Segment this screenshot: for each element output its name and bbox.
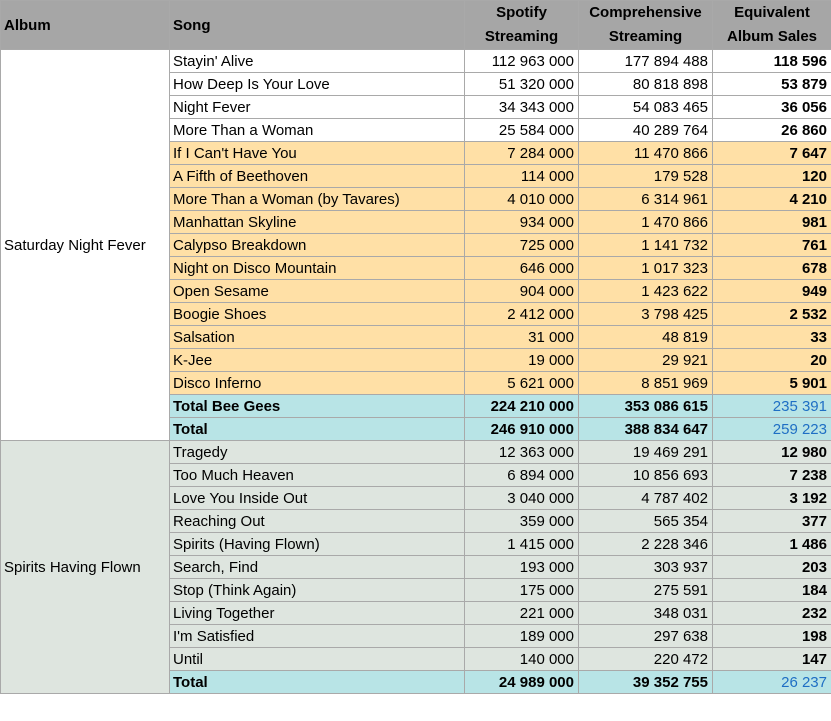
comprehensive-cell: 353 086 615 (579, 395, 713, 418)
comprehensive-cell: 565 354 (579, 510, 713, 533)
song-cell: If I Can't Have You (170, 142, 465, 165)
spotify-header-line2: Streaming (484, 28, 559, 45)
eas-cell: 53 879 (713, 73, 831, 96)
eas-cell: 33 (713, 326, 831, 349)
comprehensive-header-line2: Streaming (608, 28, 683, 45)
eas-cell: 198 (713, 625, 831, 648)
spotify-cell: 12 363 000 (465, 441, 579, 464)
spotify-cell: 934 000 (465, 211, 579, 234)
comprehensive-cell: 3 798 425 (579, 303, 713, 326)
spotify-cell: 6 894 000 (465, 464, 579, 487)
song-cell: Stop (Think Again) (170, 579, 465, 602)
comprehensive-cell: 388 834 647 (579, 418, 713, 441)
comprehensive-cell: 297 638 (579, 625, 713, 648)
eas-cell: 4 210 (713, 188, 831, 211)
spotify-header (465, 1, 579, 50)
song-cell: Boogie Shoes (170, 303, 465, 326)
song-cell: Spirits (Having Flown) (170, 533, 465, 556)
spotify-cell: 725 000 (465, 234, 579, 257)
comprehensive-cell: 177 894 488 (579, 50, 713, 73)
eas-cell: 7 238 (713, 464, 831, 487)
comprehensive-cell: 29 921 (579, 349, 713, 372)
eas-cell: 203 (713, 556, 831, 579)
song-header: Song (170, 1, 465, 50)
song-cell: More Than a Woman (170, 119, 465, 142)
table-row (1, 50, 831, 73)
spotify-cell: 224 210 000 (465, 395, 579, 418)
eas-cell: 12 980 (713, 441, 831, 464)
song-cell: I'm Satisfied (170, 625, 465, 648)
table-row (1, 441, 831, 464)
eas-cell: 981 (713, 211, 831, 234)
spotify-cell: 112 963 000 (465, 50, 579, 73)
comprehensive-cell: 48 819 (579, 326, 713, 349)
eas-cell: 36 056 (713, 96, 831, 119)
spotify-cell: 3 040 000 (465, 487, 579, 510)
comprehensive-cell: 1 423 622 (579, 280, 713, 303)
eas-cell: 259 223 (713, 418, 831, 441)
eas-cell: 949 (713, 280, 831, 303)
comprehensive-cell: 348 031 (579, 602, 713, 625)
spotify-cell: 2 412 000 (465, 303, 579, 326)
spotify-cell: 51 320 000 (465, 73, 579, 96)
album-cell: Spirits Having Flown (1, 441, 170, 694)
comprehensive-cell: 6 314 961 (579, 188, 713, 211)
song-cell: Calypso Breakdown (170, 234, 465, 257)
comprehensive-cell: 10 856 693 (579, 464, 713, 487)
eas-header (713, 1, 831, 50)
comprehensive-cell: 2 228 346 (579, 533, 713, 556)
song-cell: Stayin' Alive (170, 50, 465, 73)
spotify-cell: 193 000 (465, 556, 579, 579)
comprehensive-cell: 8 851 969 (579, 372, 713, 395)
comprehensive-cell: 1 470 866 (579, 211, 713, 234)
eas-cell: 678 (713, 257, 831, 280)
comprehensive-cell: 39 352 755 (579, 671, 713, 694)
spotify-cell: 34 343 000 (465, 96, 579, 119)
comprehensive-cell: 1 141 732 (579, 234, 713, 257)
song-cell: Total Bee Gees (170, 395, 465, 418)
song-cell: How Deep Is Your Love (170, 73, 465, 96)
header-row (1, 1, 831, 50)
song-cell: Total (170, 418, 465, 441)
song-cell: Until (170, 648, 465, 671)
spotify-cell: 7 284 000 (465, 142, 579, 165)
song-cell: Night on Disco Mountain (170, 257, 465, 280)
comprehensive-cell: 54 083 465 (579, 96, 713, 119)
eas-cell: 147 (713, 648, 831, 671)
eas-cell: 120 (713, 165, 831, 188)
comprehensive-cell: 19 469 291 (579, 441, 713, 464)
song-cell: Manhattan Skyline (170, 211, 465, 234)
song-cell: Too Much Heaven (170, 464, 465, 487)
spotify-cell: 5 621 000 (465, 372, 579, 395)
comprehensive-header-line1: Comprehensive (589, 4, 702, 21)
spotify-cell: 24 989 000 (465, 671, 579, 694)
song-cell: Night Fever (170, 96, 465, 119)
eas-cell: 3 192 (713, 487, 831, 510)
spotify-cell: 140 000 (465, 648, 579, 671)
spotify-cell: 646 000 (465, 257, 579, 280)
eas-cell: 377 (713, 510, 831, 533)
eas-cell: 118 596 (713, 50, 831, 73)
song-cell: Salsation (170, 326, 465, 349)
spotify-cell: 904 000 (465, 280, 579, 303)
song-cell: Tragedy (170, 441, 465, 464)
song-cell: Reaching Out (170, 510, 465, 533)
album-cell: Saturday Night Fever (1, 50, 170, 441)
spotify-cell: 246 910 000 (465, 418, 579, 441)
spotify-cell: 4 010 000 (465, 188, 579, 211)
spotify-cell: 221 000 (465, 602, 579, 625)
comprehensive-cell: 179 528 (579, 165, 713, 188)
comprehensive-cell: 40 289 764 (579, 119, 713, 142)
spotify-cell: 189 000 (465, 625, 579, 648)
eas-cell: 26 237 (713, 671, 831, 694)
song-cell: Love You Inside Out (170, 487, 465, 510)
eas-cell: 5 901 (713, 372, 831, 395)
spotify-cell: 31 000 (465, 326, 579, 349)
comprehensive-cell: 4 787 402 (579, 487, 713, 510)
album-header: Album (1, 1, 170, 50)
comprehensive-header (579, 1, 713, 50)
song-cell: K-Jee (170, 349, 465, 372)
spotify-cell: 19 000 (465, 349, 579, 372)
spotify-cell: 359 000 (465, 510, 579, 533)
spotify-cell: 1 415 000 (465, 533, 579, 556)
eas-header-line1: Equivalent (734, 4, 810, 21)
eas-cell: 26 860 (713, 119, 831, 142)
eas-cell: 235 391 (713, 395, 831, 418)
eas-cell: 7 647 (713, 142, 831, 165)
song-cell: Open Sesame (170, 280, 465, 303)
comprehensive-cell: 1 017 323 (579, 257, 713, 280)
eas-cell: 20 (713, 349, 831, 372)
spotify-cell: 25 584 000 (465, 119, 579, 142)
spotify-cell: 175 000 (465, 579, 579, 602)
song-cell: Living Together (170, 602, 465, 625)
song-cell: Search, Find (170, 556, 465, 579)
song-cell: Disco Inferno (170, 372, 465, 395)
eas-cell: 184 (713, 579, 831, 602)
comprehensive-cell: 220 472 (579, 648, 713, 671)
eas-cell: 761 (713, 234, 831, 257)
comprehensive-cell: 275 591 (579, 579, 713, 602)
eas-cell: 2 532 (713, 303, 831, 326)
spotify-cell: 114 000 (465, 165, 579, 188)
eas-cell: 1 486 (713, 533, 831, 556)
comprehensive-cell: 11 470 866 (579, 142, 713, 165)
song-cell: Total (170, 671, 465, 694)
comprehensive-cell: 80 818 898 (579, 73, 713, 96)
eas-header-line2: Album Sales (726, 28, 818, 45)
song-cell: More Than a Woman (by Tavares) (170, 188, 465, 211)
eas-cell: 232 (713, 602, 831, 625)
song-cell: A Fifth of Beethoven (170, 165, 465, 188)
spotify-header-line1: Spotify (496, 4, 547, 21)
comprehensive-cell: 303 937 (579, 556, 713, 579)
